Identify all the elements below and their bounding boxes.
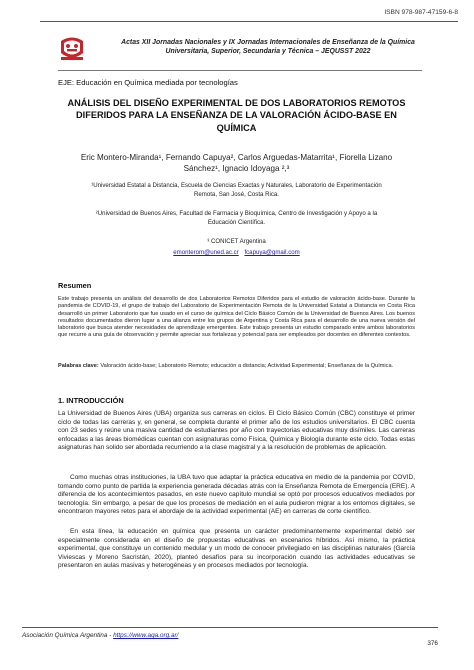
header-divider xyxy=(58,70,422,71)
affiliation-1-line2: Remota, San José, Costa Rica. xyxy=(193,191,279,199)
keywords-text: Valoración ácido-base; Laboratorio Remoto; educación a distancia; Actividad Experimental; Enseñanza de la Química. xyxy=(100,363,394,369)
intro-paragraph-3: En esta línea, la educación en química que presenta un carácter predominantemente experimental debió ser especialmente considerada en el diseño de propuestas educativas en escenarios híbridos. Así mismo, la práctica experimental, que constituye un contenido medular y un modo de conocer privilegiado en las disciplinas naturales (García Viviescas y Moreno Sacristán, 2020), planteó desafíos para su incorporación cuando las actividades educativas se presentaron en aulas masivas y heterogéneas y en procesos mediados por tecnología. xyxy=(58,528,415,569)
isbn-divider xyxy=(40,21,458,22)
intro-paragraph-2: Como muchas otras instituciones, la UBA tuvo que adaptar la práctica educativa en medio de la pandemia por COVID, tomando como punto de partida la experiencia generada décadas atrás con la Enseñanza Remota de Emergencia (ERE). A diferencia de los acontecimientos pasados, en este nuevo capítulo mundial se optó por procesos educativos mediados por tecnología. Sin embargo, a pesar de que los procesos de mediación en el aula pudieron migrar a los entornos digitales, se encontraron mayores retos para el abordaje de la actividad experimental (AE) en carreras de corte científico. xyxy=(58,474,415,515)
page-number: 376 xyxy=(427,640,438,647)
section-eje: EJE: Educación en Química mediada por tecnologías xyxy=(58,78,238,87)
affiliation-2 xyxy=(58,209,415,227)
abstract-text: Este trabajo presenta un análisis del desarrollo de dos Laboratorios Remotos Diferidos para el estudio de valoración ácido-base. Durante la pandemia de COVID-19, el grupo de trabajo del Laboratorio de Experimentación Remota de la Universidad Estatal a Distancia en Costa Rica desarrolló un primer Laboratorio que fue usado en el curso de química del Ciclo Básico Común de la Universidad de Buenos Aires. Los buenos resultados documentados dieron lugar a una alianza entre los grupos de Argentina y Costa Rica para el desarrollo de una nueva versión del laboratorio que busca atender necesidades de aprendizaje emergentes. Este trabajo presenta un estudio comparado entre ambos laboratorios que recurre a una guía de observación y permite apreciar sus fortalezas y potencial para ser empleados por docentes en diferentes contextos. xyxy=(58,296,415,339)
paper-title: ANÁLISIS DEL DISEÑO EXPERIMENTAL DE DOS LABORATORIOS REMOTOS DIFERIDOS PARA LA ENSEÑANZA DE LA VALORACIÓN ÁCIDO-BASE EN QUÍMICA xyxy=(67,98,406,133)
affiliation-2-line1: ²Universidad de Buenos Aires, Facultad de Farmacia y Bioquímica, Centro de Investigación y Apoyo a la xyxy=(95,210,378,217)
authors-line1: Eric Montero-Miranda¹, Fernando Capuya², Carlos Arguedas-Matarrita¹, Fiorella Lizano xyxy=(80,153,393,162)
conference-header-line1: Actas XII Jornadas Nacionales y IX Jornadas Internacionales de Enseñanza de la Química xyxy=(121,39,415,46)
author-emails xyxy=(58,249,415,256)
affiliation-3: ³ CONICET Argentina xyxy=(207,238,266,245)
authors-line2: Sánchez¹, Ignacio Idoyaga ²,³ xyxy=(183,164,290,173)
abstract-heading: Resumen xyxy=(58,281,92,290)
introduction-heading: 1. INTRODUCCIÓN xyxy=(58,396,124,405)
affiliation-1-line1: ¹Universidad Estatal a Distancia, Escuela de Ciencias Exactas y Naturales, Laboratorio de Experimentación xyxy=(91,182,382,189)
keywords-block xyxy=(58,363,415,370)
conference-logo-icon xyxy=(58,33,86,63)
intro-paragraph-1: La Universidad de Buenos Aires (UBA) organiza sus carreras en ciclos. El Ciclo Básico Común (CBC) constituye el primer ciclo de todas las carreras y, en general, se completa durante el primer año de los estudios universitarios. El CBC cuenta con 23 sedes y reúne una masiva cantidad de estudiantes por año con trayectorias educativas muy disímiles. Las carreras enfocadas a las áreas biomédicas cuentan con asignaturas como Física, Química y Biología durante este ciclo. Todas estas asignaturas han solido ser abordada recurriendo a la clase magistral y a la resolución de problemas de aplicación. xyxy=(58,410,415,451)
affiliation-1 xyxy=(58,181,415,199)
footer-org-name: Asociación Química Argentina - xyxy=(22,632,114,639)
email-link-2[interactable]: fcapuya@gmail.com xyxy=(244,249,300,256)
affiliation-2-line2: Educación Científica. xyxy=(207,219,266,227)
authors-block xyxy=(58,152,415,174)
isbn-label: ISBN 978-987-47159-6-8 xyxy=(384,9,458,16)
conference-header xyxy=(108,38,428,56)
footer-url-link[interactable]: https://www.aqa.org.ar/ xyxy=(113,632,179,639)
keywords-label: Palabras clave: xyxy=(58,363,99,369)
conference-header-line2: Universitaria, Superior, Secundaria y Técnica – JEQUSST 2022 xyxy=(165,48,371,56)
email-link-1[interactable]: emonterom@uned.ac.cr xyxy=(173,249,239,256)
footer-organization xyxy=(22,632,178,639)
footer-divider xyxy=(22,627,438,628)
